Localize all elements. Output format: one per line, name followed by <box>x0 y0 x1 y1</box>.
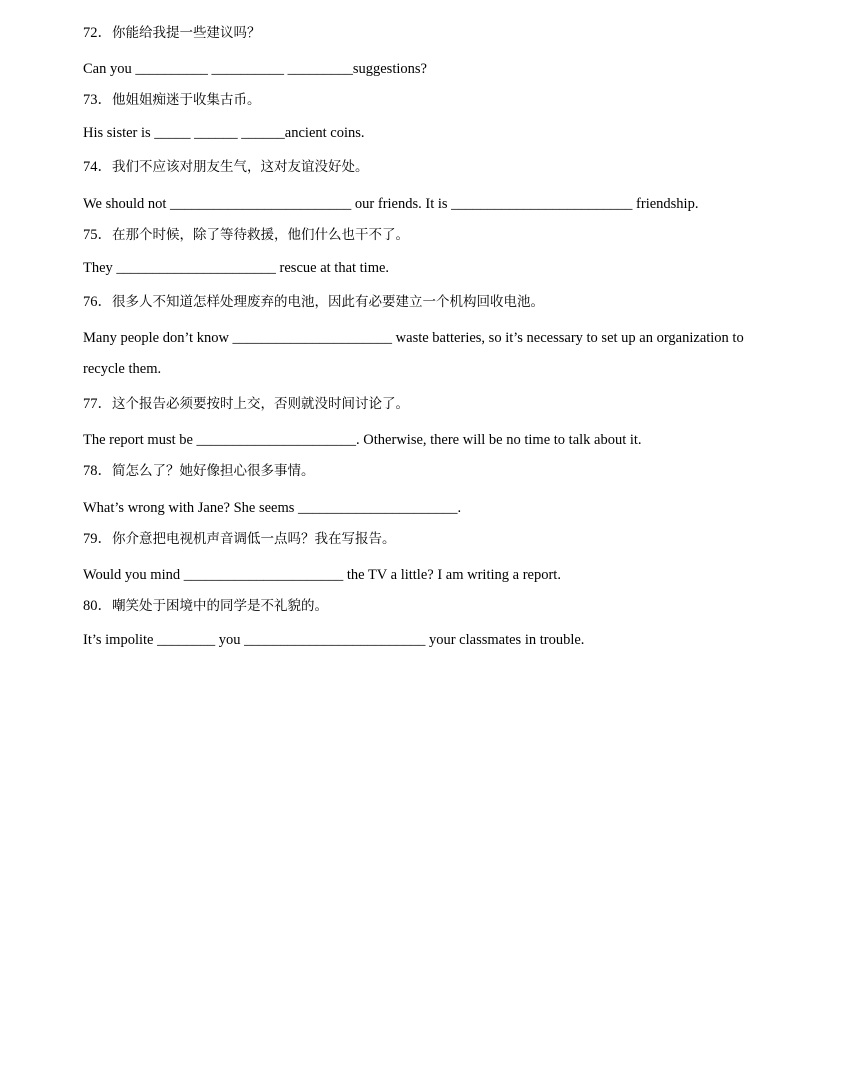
question-76-chinese <box>83 293 783 311</box>
chinese-prompt: 你介意把电视机声音调低一点吗？我在写报告。 <box>112 531 396 547</box>
question-number: 77． <box>83 396 112 412</box>
question-79-chinese <box>83 530 783 548</box>
chinese-prompt: 嘲笑处于困境中的同学是不礼貌的。 <box>112 598 328 614</box>
question-77-chinese <box>83 395 783 413</box>
question-80-english: It’s impolite ________ you _________________________ your classmates in trouble. <box>83 632 585 648</box>
question-73-chinese <box>83 91 783 109</box>
question-number: 72． <box>83 25 112 41</box>
question-73-english: His sister is _____ ______ ______ancient coins. <box>83 125 365 141</box>
question-74-chinese <box>83 158 783 176</box>
question-77-english: The report must be ______________________. Otherwise, there will be no time to talk about it. <box>83 432 642 448</box>
question-72-english: Can you __________ __________ _________suggestions? <box>83 61 427 77</box>
question-75-chinese <box>83 226 783 244</box>
chinese-prompt: 简怎么了？她好像担心很多事情。 <box>112 463 315 479</box>
chinese-prompt: 我们不应该对朋友生气，这对友谊没好处。 <box>112 159 369 175</box>
question-number: 75． <box>83 227 112 243</box>
question-80-chinese <box>83 597 783 615</box>
question-number: 79． <box>83 531 112 547</box>
question-number: 80． <box>83 598 112 614</box>
chinese-prompt: 你能给我提一些建议吗？ <box>112 25 261 41</box>
question-74-english: We should not _________________________ our friends. It is _________________________ friendship. <box>83 196 699 212</box>
question-75-english: They ______________________ rescue at that time. <box>83 260 390 276</box>
question-number: 74． <box>83 159 112 175</box>
question-72-chinese <box>83 24 783 42</box>
chinese-prompt: 他姐姐痴迷于收集古币。 <box>112 92 261 108</box>
question-79-english: Would you mind ______________________ the TV a little? I am writing a report. <box>83 567 561 583</box>
chinese-prompt: 很多人不知道怎样处理废弃的电池，因此有必要建立一个机构回收电池。 <box>112 294 544 310</box>
question-number: 76． <box>83 294 112 310</box>
chinese-prompt: 这个报告必须要按时上交，否则就没时间讨论了。 <box>112 396 409 412</box>
question-78-chinese <box>83 462 783 480</box>
question-78-english: What’s wrong with Jane? She seems ______________________. <box>83 500 462 516</box>
question-76-english: Many people don’t know ______________________ waste batteries, so it’s necessary to set up an organization to recycle them. <box>83 330 744 377</box>
chinese-prompt: 在那个时候，除了等待救援，他们什么也干不了。 <box>112 227 409 243</box>
question-number: 73． <box>83 92 112 108</box>
question-number: 78． <box>83 463 112 479</box>
